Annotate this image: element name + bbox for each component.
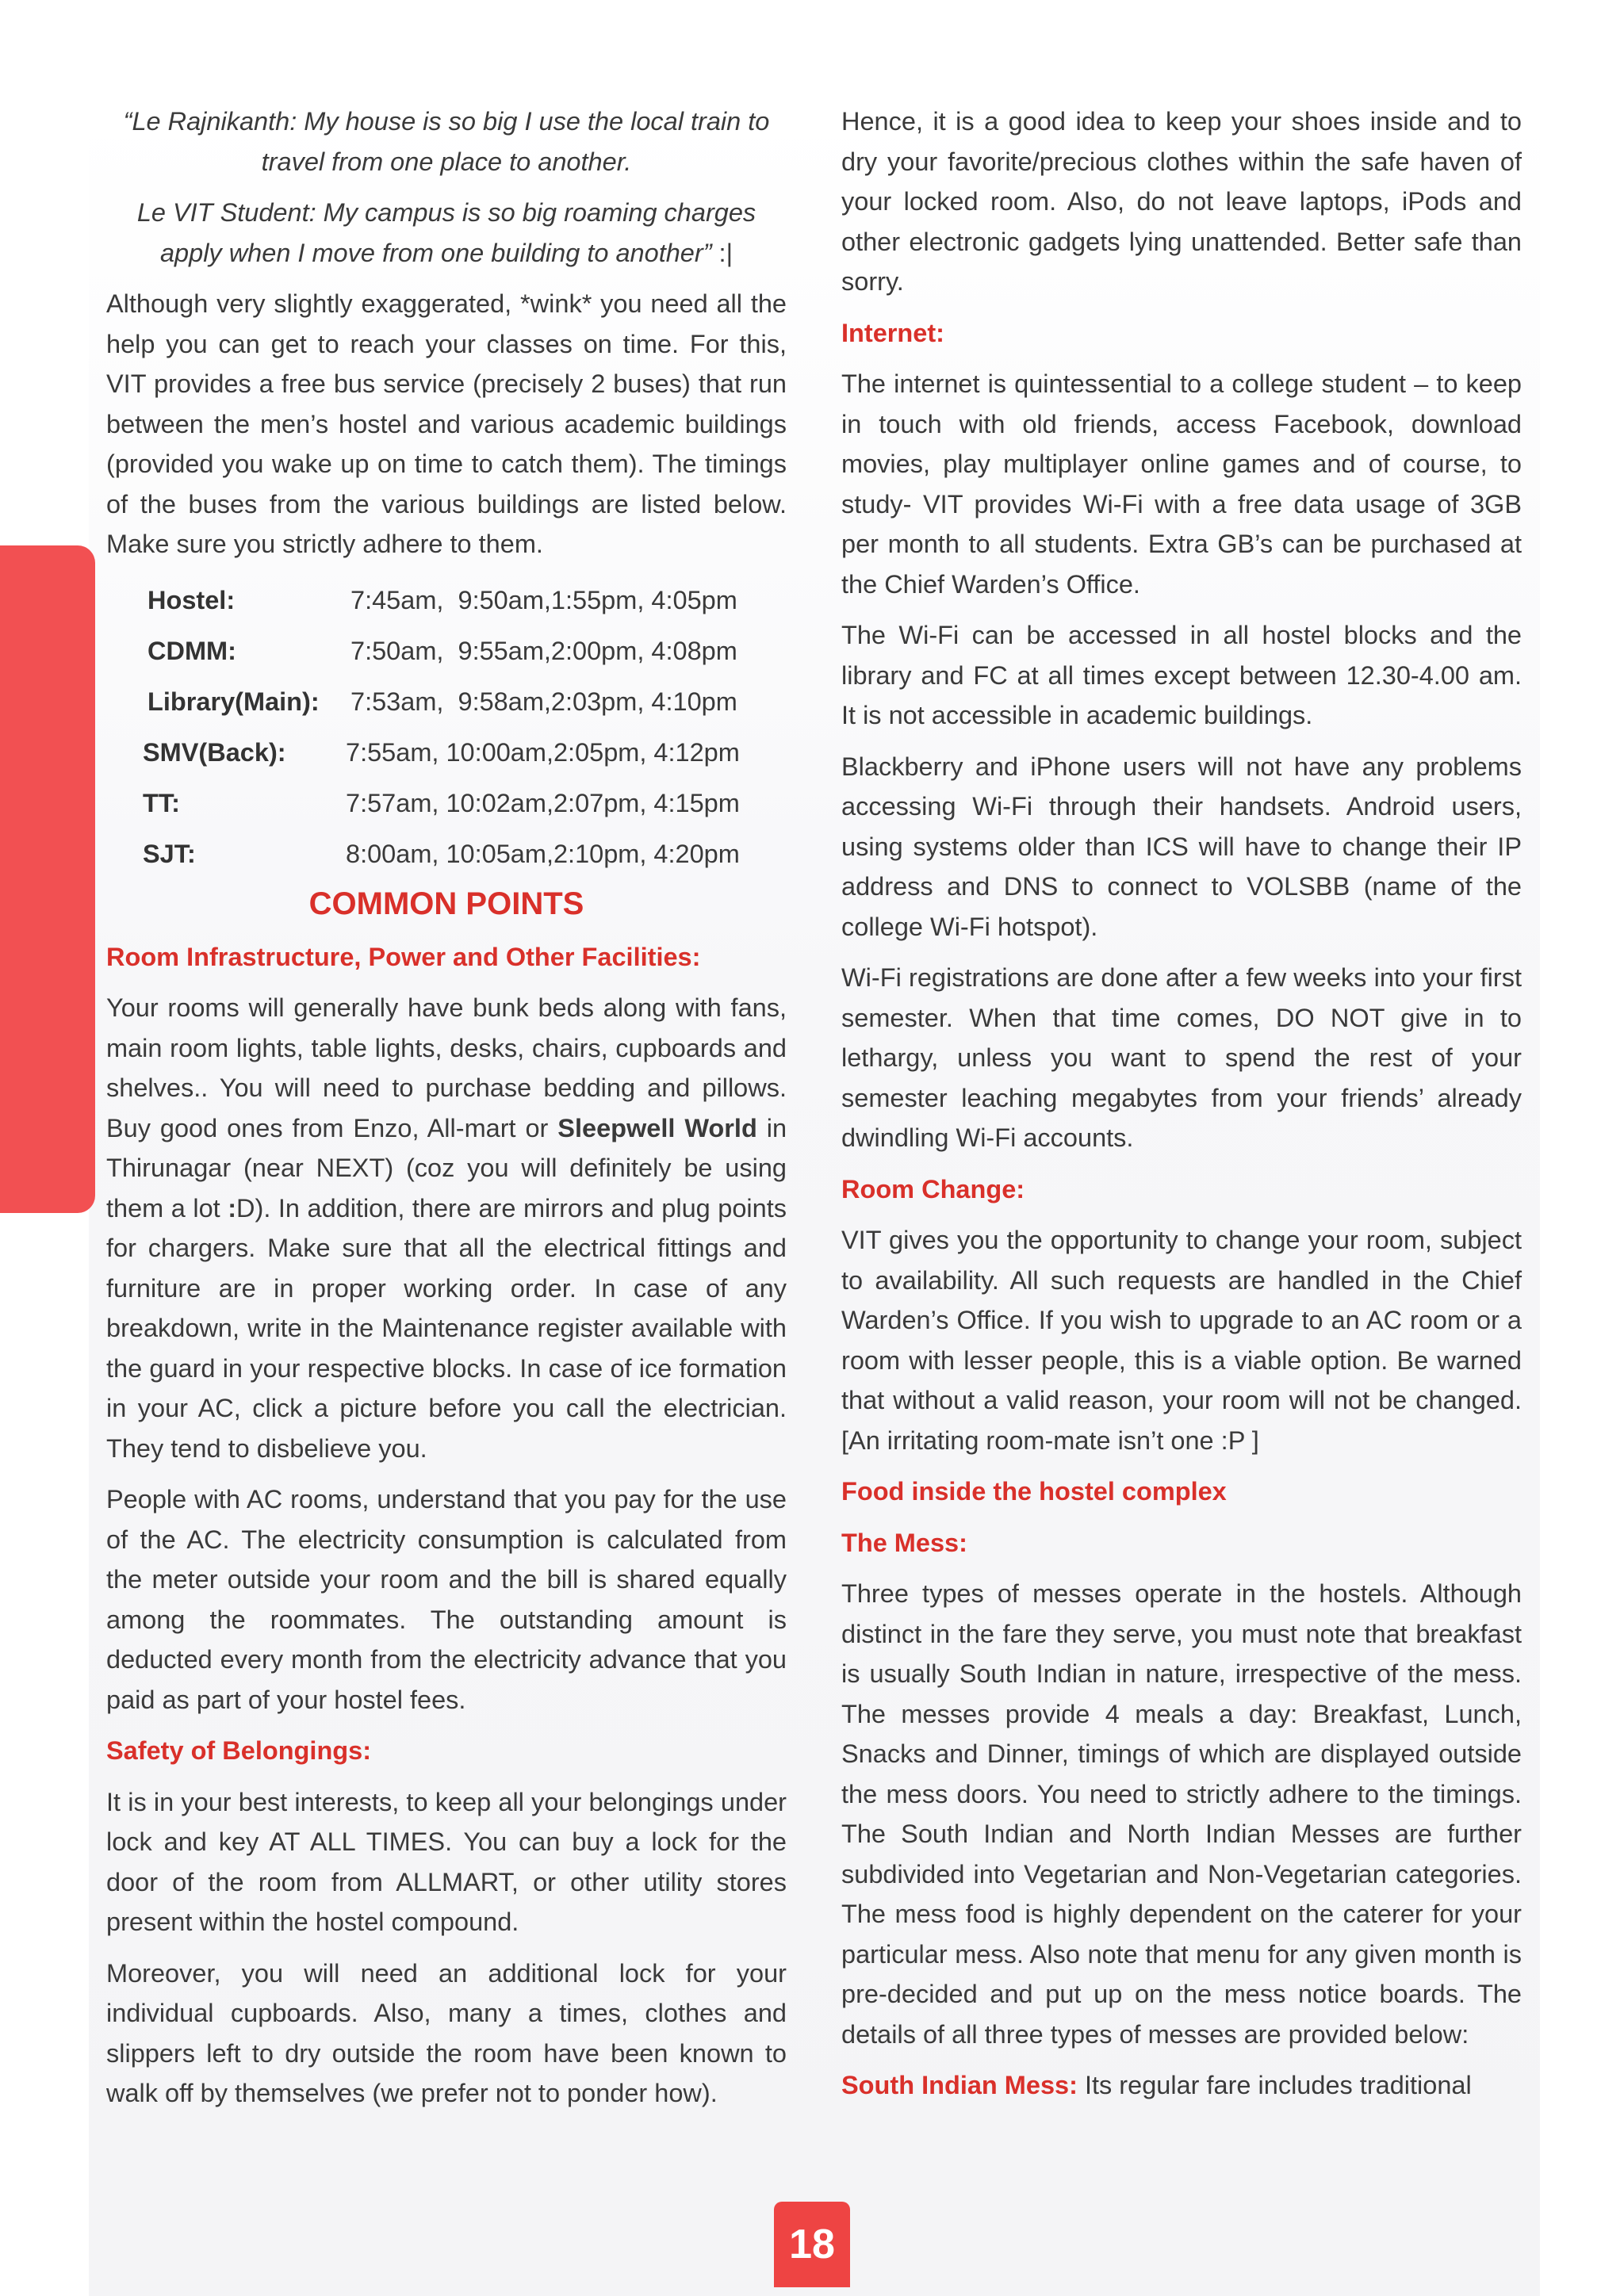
room-change-heading: Room Change: — [841, 1174, 1025, 1203]
room-text-a: Your rooms will generally have bunk beds along with fans, main room lights, table lights, desks, chairs, cupboards and shelves.. You will need to purchase bedding and pillows. Buy good ones from Enzo, All-mart or — [106, 993, 787, 1142]
stop-times: 7:55am, 10:00am,2:05pm, 4:12pm — [346, 738, 740, 767]
internet-paragraph-3: Blackberry and iPhone users will not have any problems accessing Wi-Fi through their handsets. Android users, using systems older than ICS will have to change their IP address and DNS to connect to VOLSBB (name of the college Wi-Fi hotspot). — [841, 752, 1522, 941]
quote-line-2 — [106, 193, 787, 273]
stop-name: SJT: — [143, 840, 196, 869]
quote-line-1: “Le Rajnikanth: My house is so big I use the local train to travel from one place to another. — [123, 107, 770, 176]
stop-times: 7:57am, 10:02am,2:07pm, 4:15pm — [346, 789, 740, 818]
timing-row — [106, 728, 787, 779]
smiley-colon-bold: : — [228, 1193, 237, 1223]
room-paragraph-1 — [106, 988, 787, 1468]
stop-times: 7:53am, 9:58am,2:03pm, 4:10pm — [350, 687, 737, 717]
side-tab-marker — [0, 545, 95, 1213]
safety-continued-paragraph: Hence, it is a good idea to keep your shoes inside and to dry your favorite/precious clothes within the safe haven of your locked room. Also, do not leave laptops, iPods and other electronic gadgets lying unattended. Better safe than sorry. — [841, 107, 1522, 296]
intro-paragraph: Although very slightly exaggerated, *wink* you need all the help you can get to reach your classes on time. For this, VIT provides a free bus service (precisely 2 buses) that run between the men’s hostel and various academic buildings (provided you wake up on time to catch them). The timings of the buses from the various buildings are listed below. Make sure you strictly adhere to them. — [106, 289, 787, 558]
safety-heading: Safety of Belongings: — [106, 1736, 372, 1765]
stop-name: TT: — [143, 789, 180, 818]
internet-paragraph-1: The internet is quintessential to a college student – to keep in touch with old friends, access Facebook, download movies, play multiplayer online games and of course, to study- VIT provides Wi-Fi with a free data usage of 3GB per month to all students. Extra GB’s can be purchased at the Chief Warden’s Office. — [841, 369, 1522, 599]
page-number-badge: 18 — [774, 2202, 850, 2287]
quote-suffix: :| — [711, 238, 733, 267]
internet-paragraph-4: Wi-Fi registrations are done after a few weeks into your first semester. When that time comes, DO NOT give in to lethargy, unless you want to spend the rest of your semester leaching megabytes from your friends’ already dwindling Wi-Fi accounts. — [841, 963, 1522, 1152]
common-points-title: COMMON POINTS — [308, 886, 584, 921]
safety-paragraph-2: Moreover, you will need an additional lock for your individual cupboards. Also, many a times, clothes and slippers left to dry outside the room have been known to walk off by themselves (we prefer not to ponder how). — [106, 1958, 787, 2107]
room-text-b: in Thirunagar (near NEXT) (coz you will definitely be using them a lot — [106, 1113, 787, 1223]
timing-row — [106, 829, 787, 880]
mess-heading: The Mess: — [841, 1528, 967, 1557]
timing-row — [106, 779, 787, 829]
room-infrastructure-heading: Room Infrastructure, Power and Other Facilities: — [106, 942, 701, 971]
south-indian-mess-text: Its regular fare includes traditional — [1077, 2071, 1472, 2099]
quote-line-2-text: Le VIT Student: My campus is so big roaming charges apply when I move from one building to another” — [136, 198, 756, 267]
right-column — [841, 101, 1522, 2117]
internet-heading: Internet: — [841, 318, 944, 347]
internet-paragraph-2: The Wi-Fi can be accessed in all hostel blocks and the library and FC at all times except between 12.30-4.00 am. It is not accessible in academic buildings. — [841, 621, 1522, 729]
sleepwell-world-bold: Sleepwell World — [557, 1113, 757, 1142]
stop-name: CDMM: — [147, 637, 236, 666]
stop-times: 7:45am, 9:50am,1:55pm, 4:05pm — [350, 586, 737, 615]
stop-times: 8:00am, 10:05am,2:10pm, 4:20pm — [346, 840, 740, 869]
left-column — [106, 101, 787, 2125]
room-change-paragraph: VIT gives you the opportunity to change your room, subject to availability. All such requests are handled in the Chief Warden’s Office. If you wish to upgrade to an AC room or a room with lesser people, this is a viable option. Be warned that without a valid reason, your room will not be changed. [An irritating room-mate isn’t one :P ] — [841, 1226, 1522, 1455]
bus-timings-table — [106, 576, 787, 880]
timing-row — [106, 576, 787, 626]
food-heading: Food inside the hostel complex — [841, 1477, 1227, 1506]
south-indian-mess-paragraph — [841, 2065, 1522, 2106]
safety-paragraph-1: It is in your best interests, to keep all your belongings under lock and key AT ALL TIMES. You can buy a lock for the door of the room from ALLMART, or other utility stores present within the hostel compound. — [106, 1787, 787, 1936]
room-paragraph-2: People with AC rooms, understand that you pay for the use of the AC. The electricity consumption is calculated from the meter outside your room and the bill is shared equally among the roommates. The outstanding amount is deducted every month from the electricity advance that you paid as part of your hostel fees. — [106, 1485, 787, 1714]
stop-name: Hostel: — [147, 586, 236, 615]
south-indian-mess-label: South Indian Mess: — [841, 2071, 1078, 2099]
timing-row — [106, 626, 787, 677]
room-text-c: D). In addition, there are mirrors and plug points for chargers. Make sure that all the electrical fittings and furniture are in proper working order. In case of any breakdown, write in the Maintenance register available with the guard in your respective blocks. In case of ice formation in your AC, click a picture before you call the electrician. They tend to disbelieve you. — [106, 1193, 787, 1463]
mess-paragraph: Three types of messes operate in the hostels. Although distinct in the fare they serve, you must note that breakfast is usually South Indian in nature, irrespective of the mess. The messes provide 4 meals a day: Breakfast, Lunch, Snacks and Dinner, timings of which are displayed outside the mess doors. You need to strictly adhere to the timings. The South Indian and North Indian Messes are further subdivided into Vegetarian and Non-Vegetarian categories. The mess food is highly dependent on the caterer for your particular mess. Also note that menu for any given month is pre-decided and put up on the mess notice boards. The details of all three types of messes are provided below: — [841, 1579, 1522, 2049]
stop-name: SMV(Back): — [143, 738, 286, 767]
timing-row — [106, 677, 787, 728]
stop-times: 7:50am, 9:55am,2:00pm, 4:08pm — [350, 637, 737, 666]
stop-name: Library(Main): — [147, 687, 320, 717]
